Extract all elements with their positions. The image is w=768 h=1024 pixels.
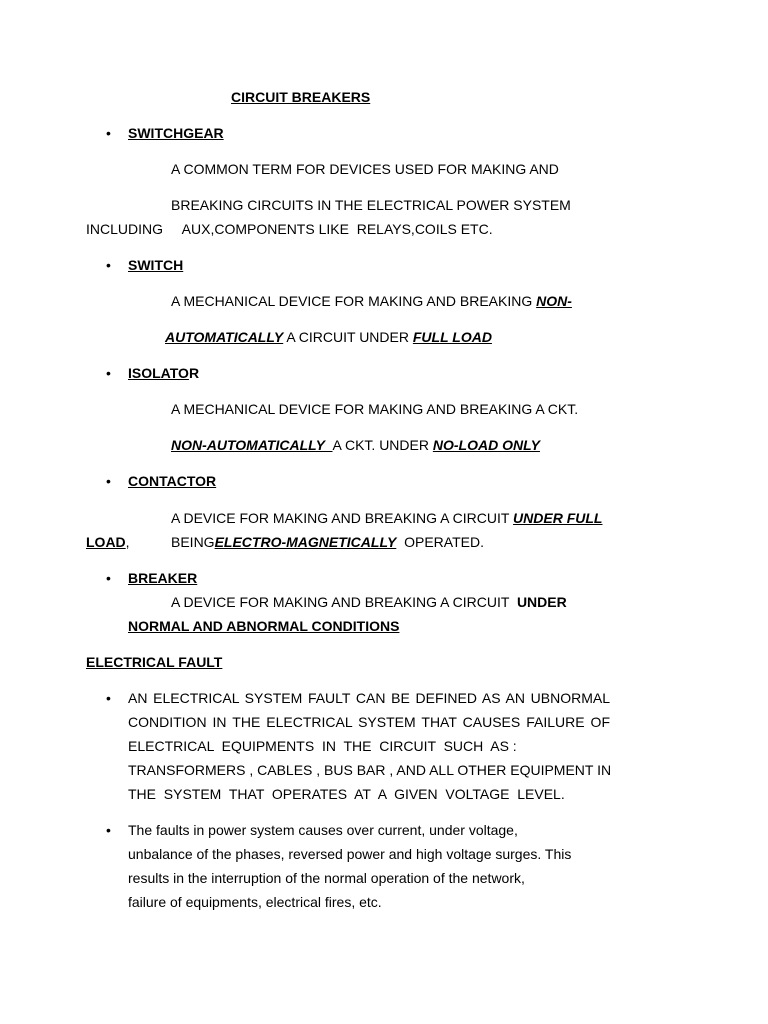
bullet-icon: • <box>106 125 111 141</box>
fault-bullet-1-line-3: ELECTRICAL EQUIPMENTS IN THE CIRCUIT SUCH AS : <box>128 738 517 754</box>
switch-line-1-text: A MECHANICAL DEVICE FOR MAKING AND BREAKING <box>171 293 537 309</box>
electrical-fault-heading: ELECTRICAL FAULT <box>86 654 223 670</box>
switch-line-1-emphasis: NON- <box>536 293 572 309</box>
contactor-line-1 <box>171 509 602 527</box>
breaker-line-2: NORMAL AND ABNORMAL CONDITIONS <box>128 618 400 634</box>
breaker-line-1 <box>171 593 567 611</box>
breaker-heading: BREAKER <box>128 570 198 586</box>
contactor-line-2-tail: OPERATED. <box>396 534 484 550</box>
fault-bullet-1-line-1: AN ELECTRICAL SYSTEM FAULT CAN BE DEFINED AS AN UBNORMAL <box>128 690 610 706</box>
fault-bullet-1-line-5: THE SYSTEM THAT OPERATES AT A GIVEN VOLTAGE LEVEL. <box>128 786 565 802</box>
isolator-heading-tail: R <box>188 365 200 381</box>
fault-bullet-2-line-4: failure of equipments, electrical fires, etc. <box>128 894 382 910</box>
isolator-heading <box>128 364 199 382</box>
isolator-heading-underlined: ISOLATO <box>128 365 189 381</box>
switch-line-2-text: A CIRCUIT UNDER <box>283 329 413 345</box>
contactor-line-2-emphasis: ELECTRO-MAGNETICALLY <box>214 534 397 550</box>
switch-line-1 <box>171 292 572 310</box>
switchgear-heading: SWITCHGEAR <box>128 125 224 141</box>
fault-bullet-2-line-2: unbalance of the phases, reversed power and high voltage surges. This <box>128 846 572 862</box>
fault-bullet-2-line-3: results in the interruption of the normal operation of the network, <box>128 870 525 886</box>
isolator-line-2-emphasis-1: NON-AUTOMATICALLY <box>171 437 333 453</box>
switchgear-line-1: A COMMON TERM FOR DEVICES USED FOR MAKING AND <box>171 161 559 177</box>
bullet-icon: • <box>106 570 111 586</box>
isolator-line-2-text: A CKT. UNDER <box>332 437 433 453</box>
switch-line-2-emphasis-1: AUTOMATICALLY <box>165 329 284 345</box>
fault-bullet-1-line-4: TRANSFORMERS , CABLES , BUS BAR , AND ALL OTHER EQUIPMENT IN <box>128 762 612 778</box>
switch-line-2-emphasis-2: FULL LOAD <box>412 329 492 345</box>
breaker-line-1-text: A DEVICE FOR MAKING AND BREAKING A CIRCUIT <box>171 594 517 610</box>
switch-heading: SWITCH <box>128 257 184 273</box>
page-title: CIRCUIT BREAKERS <box>231 89 371 105</box>
switchgear-line-3: INCLUDING AUX,COMPONENTS LIKE RELAYS,COILS ETC. <box>86 221 493 237</box>
breaker-line-1-emphasis: UNDER <box>516 594 567 610</box>
fault-bullet-1-line-2: CONDITION IN THE ELECTRICAL SYSTEM THAT CAUSES FAILURE OF <box>128 714 610 730</box>
contactor-being: BEING <box>171 534 215 550</box>
isolator-line-2 <box>171 436 540 454</box>
fault-bullet-2-line-1: The faults in power system causes over current, under voltage, <box>128 822 518 838</box>
bullet-icon: • <box>106 365 111 381</box>
contactor-line-1-emphasis: UNDER FULL <box>513 510 603 526</box>
contactor-line-1-text: A DEVICE FOR MAKING AND BREAKING A CIRCUIT <box>171 510 514 526</box>
isolator-line-1: A MECHANICAL DEVICE FOR MAKING AND BREAKING A CKT. <box>171 401 579 417</box>
contactor-load-word: LOAD <box>86 534 126 550</box>
contactor-line-2 <box>171 533 484 551</box>
switch-line-2 <box>165 328 492 346</box>
contactor-comma: , <box>125 534 130 550</box>
bullet-icon: • <box>106 473 111 489</box>
switchgear-line-2: BREAKING CIRCUITS IN THE ELECTRICAL POWER SYSTEM <box>171 197 571 213</box>
isolator-line-2-emphasis-2: NO-LOAD ONLY <box>432 437 540 453</box>
bullet-icon: • <box>106 257 111 273</box>
bullet-icon: • <box>106 822 111 838</box>
bullet-icon: • <box>106 690 111 706</box>
contactor-heading: CONTACTOR <box>128 473 217 489</box>
contactor-line-2-lead <box>86 533 130 551</box>
